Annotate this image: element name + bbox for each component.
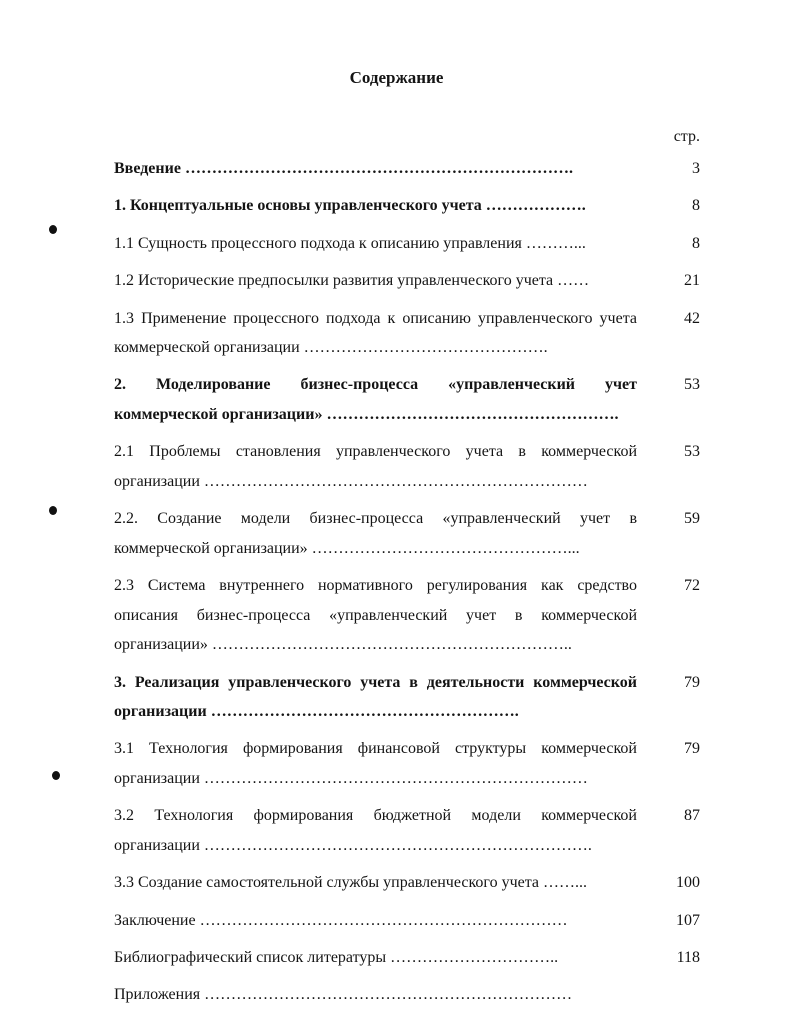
toc-entry	[114, 801, 700, 860]
toc-entry-page: 100	[676, 874, 700, 892]
toc-entry-page: 8	[692, 197, 700, 215]
toc-entry-page: 87	[684, 807, 700, 825]
toc-entry-title: 3. Реализация управленческого учета в деятельности коммерческой организации ………………………………………………….	[114, 673, 637, 721]
toc-entry	[114, 437, 700, 496]
binding-hole-mark	[49, 225, 57, 234]
toc-entry	[114, 504, 700, 563]
toc-entry-title: 2.3 Система внутреннего нормативного регулирования как средство описания бизнес-процесса «управленческий учет в коммерческой организации» …………………………………………………………..	[114, 577, 637, 654]
toc-entry-page: 118	[676, 948, 700, 966]
toc-entry-title: Введение ……………………………………………………………….	[114, 160, 573, 177]
toc-entry	[114, 266, 700, 296]
toc-entry-page: 42	[684, 309, 700, 327]
toc-entry-page: 3	[692, 160, 700, 177]
page-column-label: стр.	[673, 128, 700, 145]
toc-entry	[114, 868, 700, 898]
page-title: Содержание	[349, 68, 444, 87]
toc-entry-title: Заключение ……………………………………………………………	[114, 911, 568, 929]
toc-entry-page: 21	[684, 272, 700, 290]
toc-entry-title: 2.1 Проблемы становления управленческого учета в коммерческой организации ………………………………………………………………	[114, 443, 637, 490]
toc-entry-title: 1.1 Сущность процессного подхода к описанию управления ………...	[114, 234, 586, 252]
toc-entry-title: Библиографический список литературы …………………………..	[114, 948, 559, 966]
toc-entry	[114, 571, 700, 660]
toc-entry-page: 79	[684, 740, 700, 758]
toc-entry-page: 53	[684, 376, 700, 394]
toc-entry-title: 1. Концептуальные основы управленческого учета ……………….	[114, 197, 586, 215]
toc-entry-title: 3.3 Создание самостоятельной службы управленческого учета ……...	[114, 874, 588, 892]
toc-entry-title: 1.2 Исторические предпосылки развития управленческого учета ……	[114, 272, 590, 290]
toc-entry	[114, 191, 700, 221]
toc-entry	[114, 304, 700, 363]
toc-entry-page: 53	[684, 443, 700, 461]
toc-entry	[114, 906, 700, 936]
toc-entry-title: 2. Моделирование бизнес-процесса «управленческий учет коммерческой организации» ……………………………………………….	[114, 376, 637, 423]
toc-entry-title: 1.3 Применение процессного подхода к описанию управленческого учета коммерческой организации ……………………………………….	[114, 309, 637, 357]
toc-entry	[114, 229, 700, 259]
toc-entry	[114, 154, 700, 184]
toc-entry-title: 3.2 Технология формирования бюджетной модели коммерческой организации ……………………………………………………………….	[114, 807, 637, 854]
toc-entry	[114, 668, 700, 727]
toc-entry	[114, 734, 700, 793]
binding-hole-mark	[52, 771, 60, 780]
toc-entry-title: 3.1 Технология формирования финансовой структуры коммерческой организации ………………………………………………………………	[114, 740, 637, 787]
table-of-contents	[114, 154, 700, 1018]
binding-hole-mark	[49, 506, 57, 515]
toc-entry-title: Приложения ……………………………………………………………	[114, 986, 573, 1004]
toc-entry	[114, 980, 700, 1010]
toc-entry-title: 2.2. Создание модели бизнес-процесса «управленческий учет в коммерческой организации» …………………………………………...	[114, 510, 637, 557]
toc-entry-page: 59	[684, 510, 700, 528]
toc-entry	[114, 370, 700, 429]
toc-entry-page: 72	[684, 577, 700, 595]
toc-entry-page: 107	[676, 911, 700, 929]
toc-entry-page: 79	[684, 673, 700, 691]
toc-entry	[114, 943, 700, 973]
toc-entry-page: 8	[692, 234, 700, 252]
